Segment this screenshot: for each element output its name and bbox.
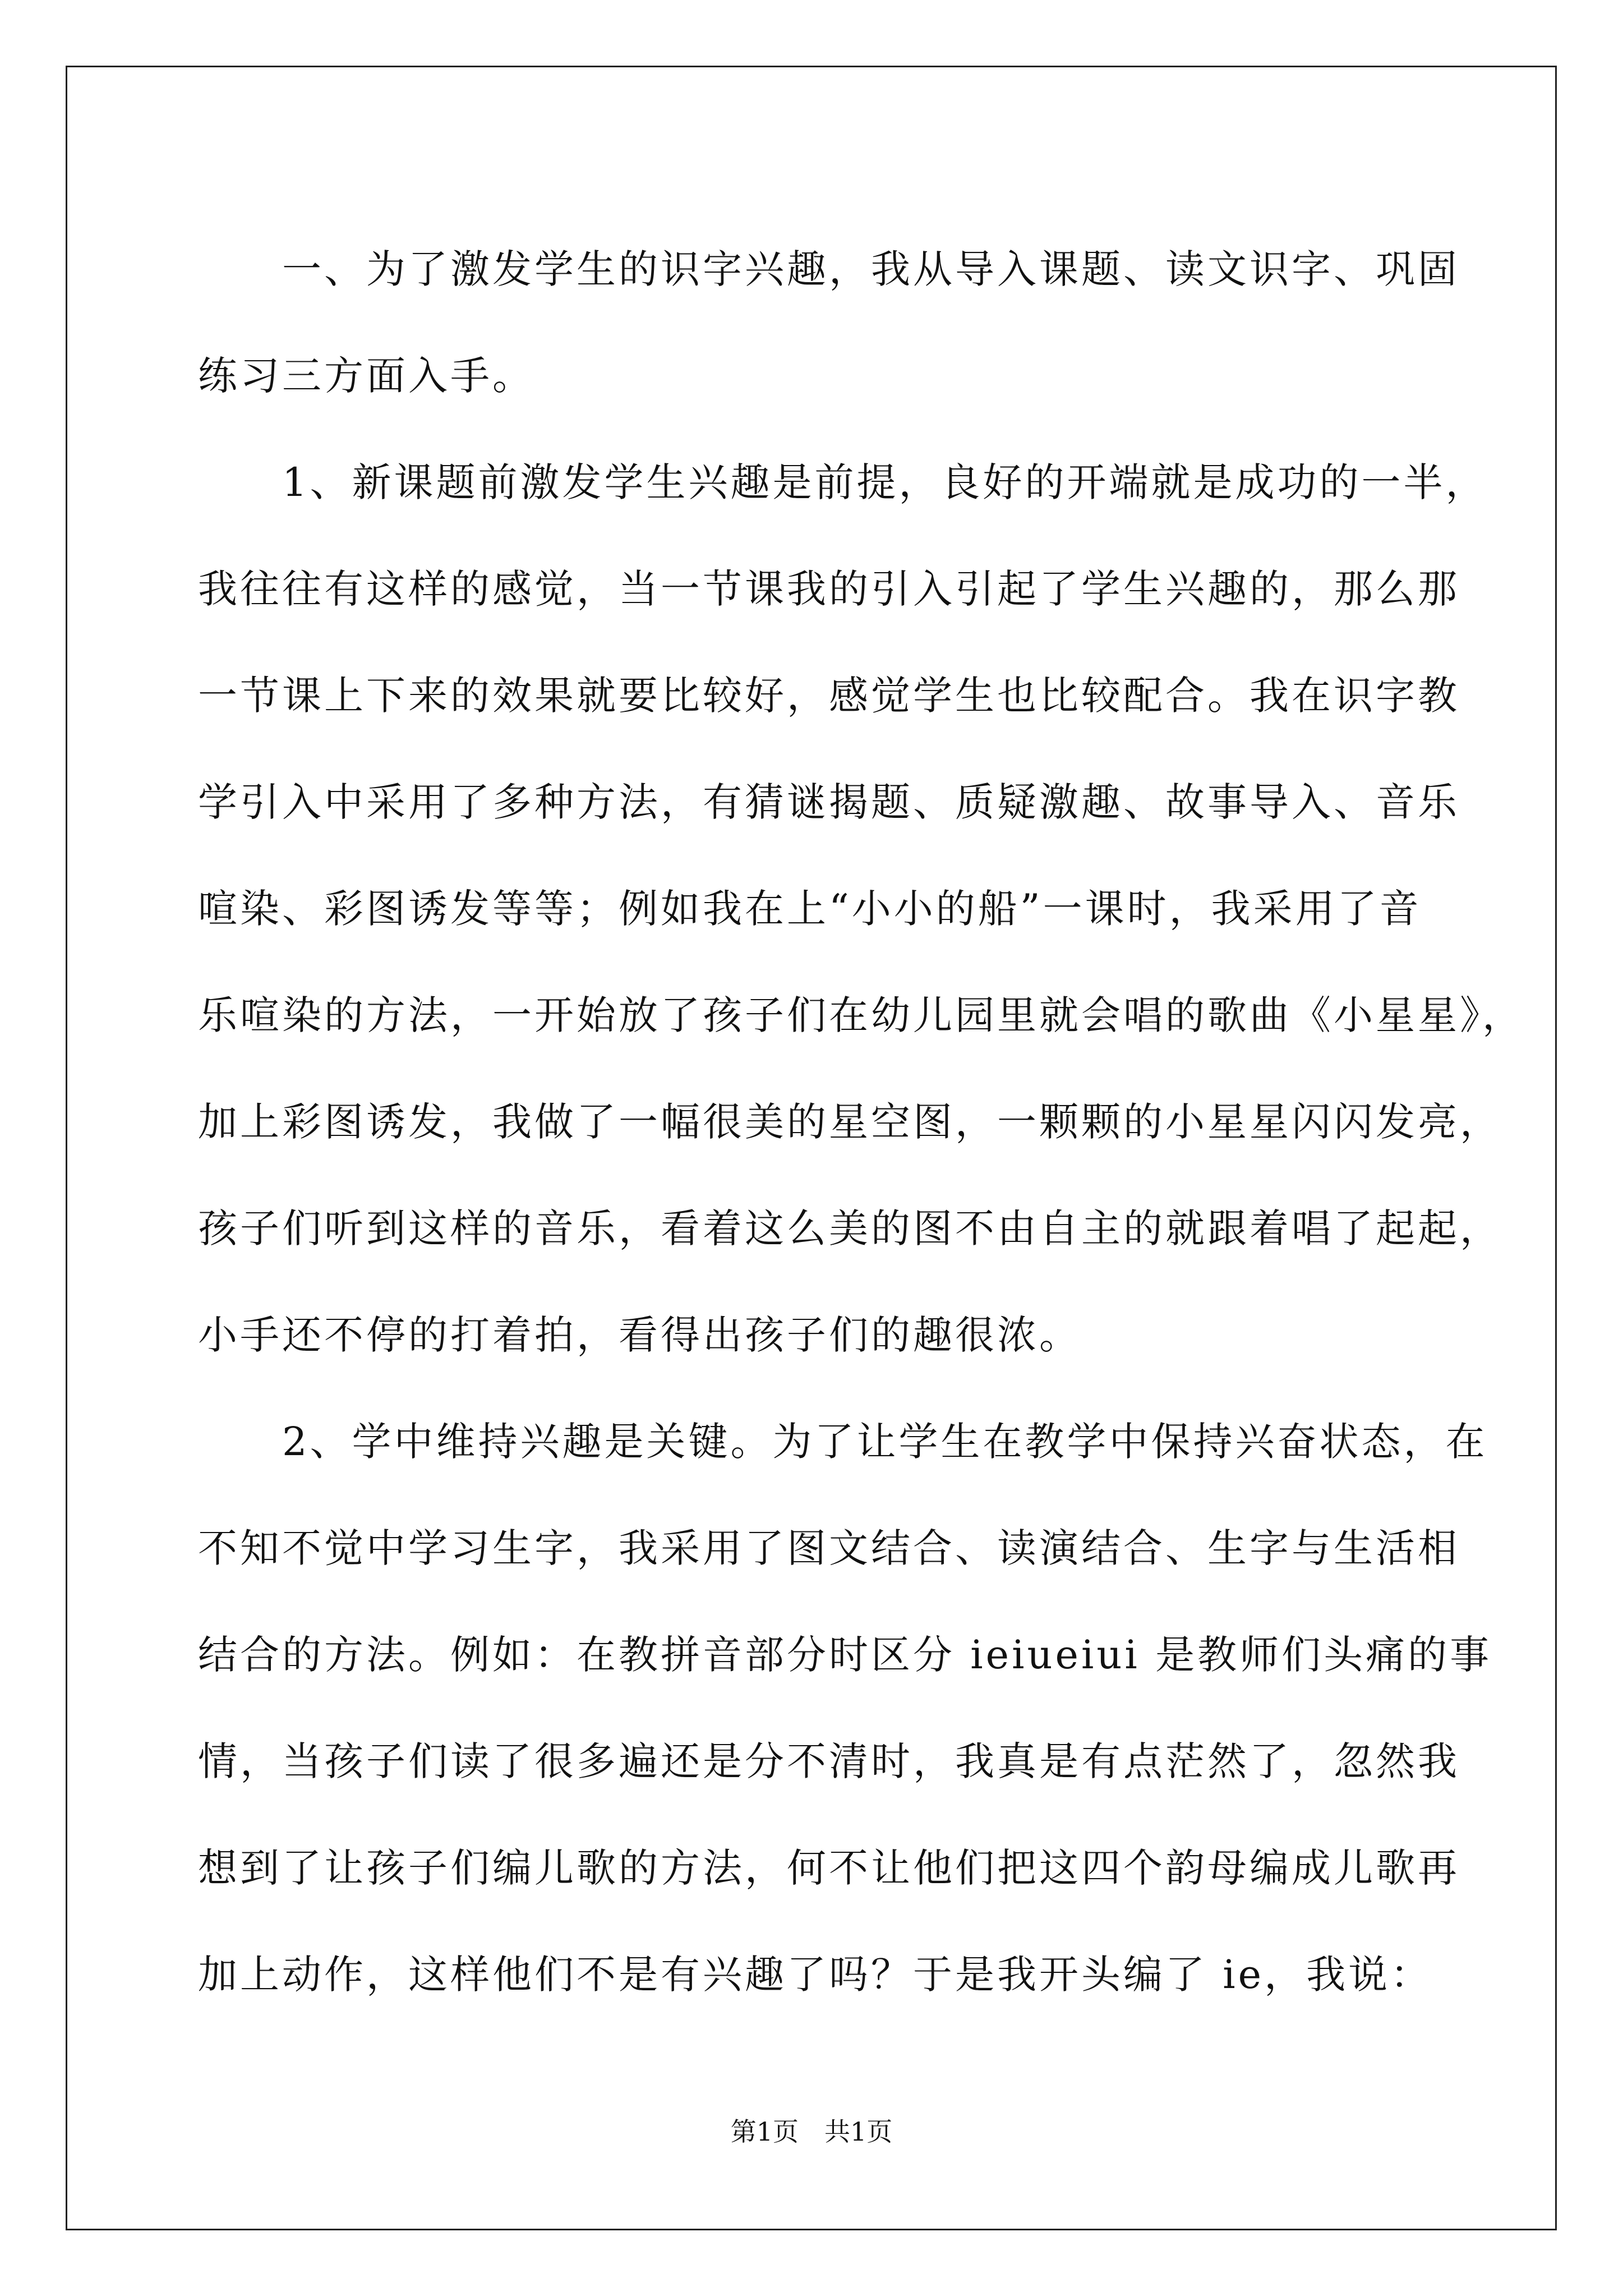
text-line: 乐喧染的方法，一开始放了孩子们在幼儿园里就会唱的歌曲《小星星》， (198, 992, 1524, 1038)
text-line: 情，当孩子们读了很多遍还是分不清时，我真是有点茫然了，忽然我 (198, 1738, 1460, 1784)
text-line: 加上彩图诱发，我做了一幅很美的星空图，一颗颗的小星星闪闪发亮， (198, 1099, 1502, 1145)
text-line: 我往往有这样的感觉，当一节课我的引入引起了学生兴趣的，那么那 (198, 566, 1460, 612)
document-body (198, 216, 1524, 2028)
text-line: 学引入中采用了多种方法，有猜谜揭题、质疑激趣、故事导入、音乐 (198, 779, 1460, 825)
text-line: 喧染、彩图诱发等等；例如我在上“小小的船”一课时，我采用了音 (198, 886, 1422, 932)
text-line: 不知不觉中学习生字，我采用了图文结合、读演结合、生字与生活相 (198, 1525, 1460, 1571)
text-line: 一、为了激发学生的识字兴趣，我从导入课题、读文识字、巩固 (198, 246, 1460, 292)
text-line: 结合的方法。例如：在教拼音部分时区分 ieiueiui 是教师们头痛的事 (198, 1632, 1492, 1678)
text-line: 加上动作，这样他们不是有兴趣了吗？于是我开头编了 ie，我说： (198, 1952, 1433, 1998)
page-footer: 第1页 共1页 (730, 2116, 893, 2147)
text-line: 一节课上下来的效果就要比较好，感觉学生也比较配合。我在识字教 (198, 673, 1460, 719)
text-line: 2、学中维持兴趣是关键。为了让学生在教学中保持兴奋状态，在 (198, 1419, 1488, 1465)
text-line: 练习三方面入手。 (198, 353, 534, 399)
text-line: 小手还不停的打着拍，看得出孩子们的趣很浓。 (198, 1312, 1081, 1358)
text-line: 1、新课题前激发学生兴趣是前提，良好的开端就是成功的一半， (198, 459, 1488, 505)
text-line: 孩子们听到这样的音乐，看着这么美的图不由自主的就跟着唱了起起， (198, 1205, 1502, 1251)
text-line: 想到了让孩子们编儿歌的方法，何不让他们把这四个韵母编成儿歌再 (198, 1845, 1460, 1891)
